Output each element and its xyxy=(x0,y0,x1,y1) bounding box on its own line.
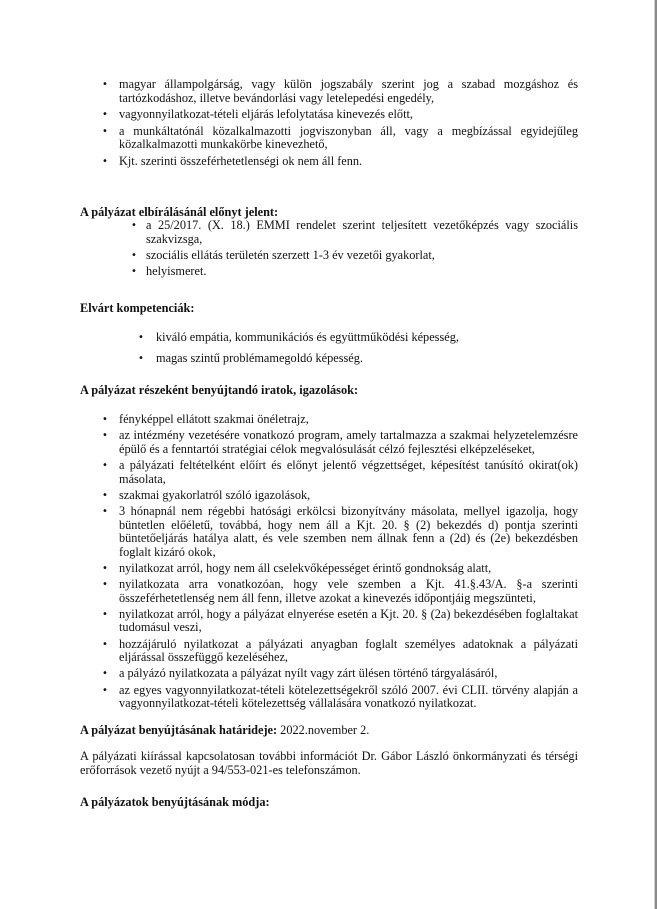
list-item: • a munkáltatónál közalkalmazotti jogviszonyban áll, vagy a megbízással egyidejűleg közalkalmazotti munkakörbe kinevezhető, xyxy=(80,125,578,152)
list-item: • vagyonnyilatkozat-tételi eljárás lefolytatása kinevezés előtt, xyxy=(80,108,578,122)
competencies-heading: Elvárt kompetenciák: xyxy=(80,300,195,315)
advantages-list xyxy=(80,219,578,279)
deadline-value: 2022.november 2. xyxy=(277,722,370,737)
list-item: • az egyes vagyonnyilatkozat-tételi kötelezettségekről szóló 2007. évi CLII. törvény alapján a vagyonnyilatkozat-tételi kötelezettség vállalására vonatkozó nyilatkozat. xyxy=(80,684,578,711)
list-item: • 3 hónapnál nem régebbi hatósági erkölcsi bizonyítvány másolata, mellyel igazolja, hogy büntetlen előéletű, továbbá, hogy nem áll a Kjt. 20. § (2) bekezdés d) pontja szerinti büntetőeljárás hatálya alatt, és vele szemben nem állnak fenn a (2d) és (2e) bekezdésben foglalt kizáró okok, xyxy=(80,505,578,559)
list-item: • nyilatkozat arról, hogy nem áll cselekvőképességet érintő gondnokság alatt, xyxy=(80,562,578,576)
list-item: • a pályázó nyilatkozata a pályázat nyílt vagy zárt ülésen történő tárgyalásáról, xyxy=(80,667,578,681)
documents-list xyxy=(80,413,578,711)
list-item: • nyilatkozat arról, hogy a pályázat elnyerése esetén a Kjt. 20. § (2a) bekezdésében foglaltakat tudomásul veszi, xyxy=(80,608,578,635)
list-item: • a 25/2017. (X. 18.) EMMI rendelet szerint teljesített vezetőképzés vagy szociális szakvizsga, xyxy=(80,219,578,246)
list-item: • nyilatkozata arra vonatkozóan, hogy vele szemben a Kjt. 41.§.43/A. §-a szerinti összeférhetetlenség nem áll fenn, illetve azokat a kinevezés időpontjáig megszünteti, xyxy=(80,578,578,605)
contact-info-paragraph: A pályázati kiírással kapcsolatosan további információt Dr. Gábor László önkormányzati és térségi erőforrások vezető nyújt a 94/553-021-es telefonszámon. xyxy=(80,749,578,777)
list-item: • fényképpel ellátott szakmai önéletrajz, xyxy=(80,413,578,427)
list-item: • az intézmény vezetésére vonatkozó program, amely tartalmazza a szakmai helyzetelemzésre épülő és a fenntartói stratégiai célok megvalósulását célzó fejlesztési elképzeléseket, xyxy=(80,429,578,456)
document-body xyxy=(80,78,578,809)
list-item: • szakmai gyakorlatról szóló igazolások, xyxy=(80,489,578,503)
list-item: • hozzájáruló nyilatkozat a pályázati anyagban foglalt személyes adatoknak a pályázati eljárással összefüggő kezeléséhez, xyxy=(80,638,578,665)
list-item: • magas szintű problémamegoldó képesség. xyxy=(80,352,578,366)
list-item: • magyar állampolgárság, vagy külön jogszabály szerint jog a szabad mozgáshoz és tartózkodáshoz, illetve bevándorlási vagy letelepedési engedély, xyxy=(80,78,578,105)
documents-heading: A pályázat részeként benyújtandó iratok, igazolások: xyxy=(80,382,359,397)
list-item: • kiváló empátia, kommunikációs és együttműködési képesség, xyxy=(80,331,578,345)
deadline-label: A pályázat benyújtásának határideje: xyxy=(80,722,278,737)
competencies-list xyxy=(80,331,578,366)
submission-method-heading: A pályázatok benyújtásának módja: xyxy=(80,794,270,809)
list-item: • Kjt. szerinti összeférhetetlenségi ok nem áll fenn. xyxy=(80,155,578,169)
advantages-heading: A pályázat elbírálásánál előnyt jelent: xyxy=(80,205,279,220)
list-item: • szociális ellátás területén szerzett 1-3 év vezetői gyakorlat, xyxy=(80,249,578,263)
deadline-paragraph xyxy=(80,724,578,738)
page-edge-shadow xyxy=(654,0,655,909)
list-item: • helyismeret. xyxy=(80,265,578,279)
requirements-list xyxy=(80,78,578,168)
list-item: • a pályázati feltételként előírt és előnyt jelentő végzettséget, képesítést tanúsító okirat(ok) másolata, xyxy=(80,459,578,486)
